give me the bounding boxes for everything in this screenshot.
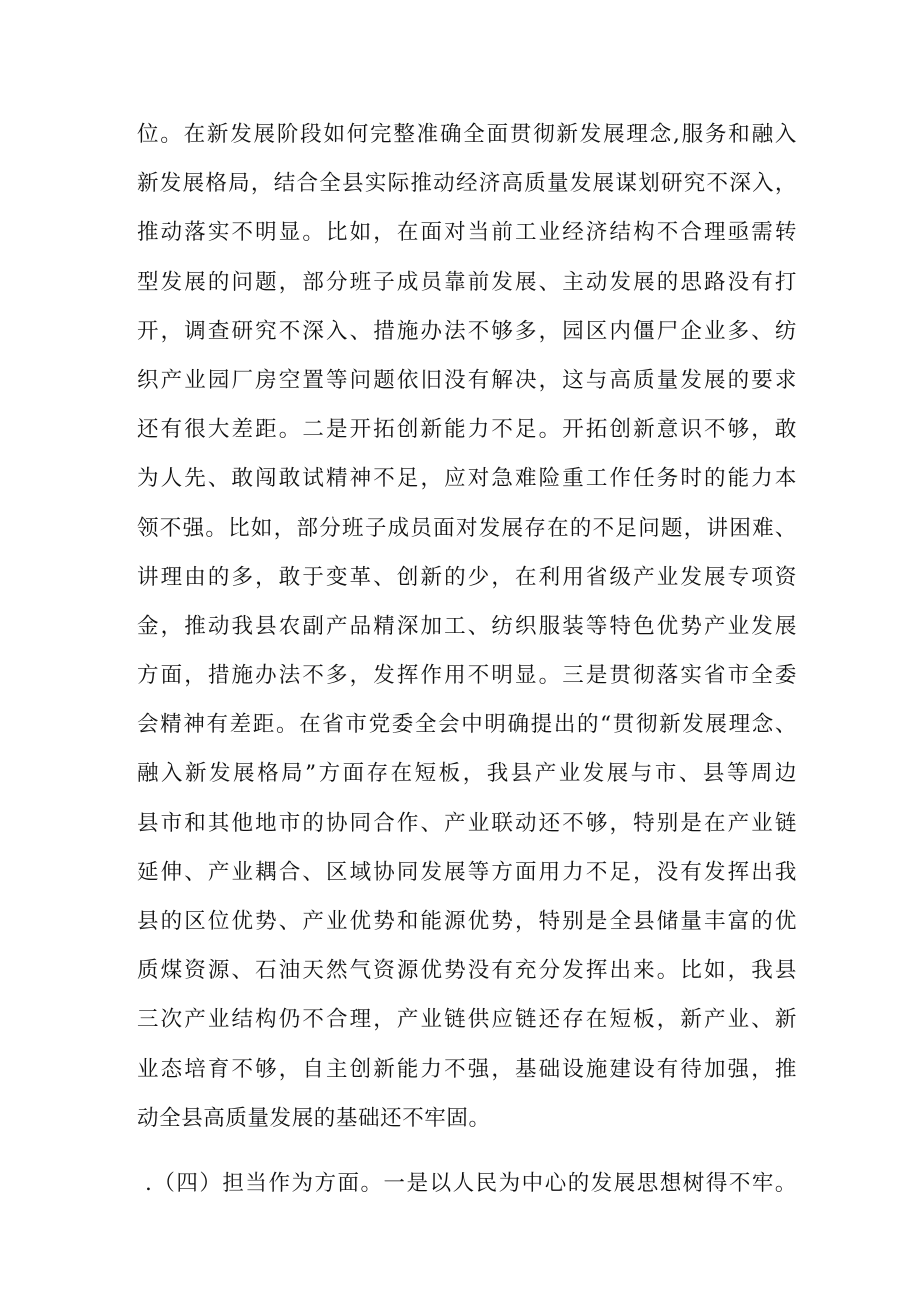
text-line: 位。在新发展阶段如何完整准确全面贯彻新发展理念,服务和融入 bbox=[137, 122, 797, 147]
text-line: 开，调查研究不深入、措施办法不够多，园区内僵尸企业多、纺 bbox=[137, 318, 797, 344]
text-line: 延伸、产业耦合、区域协同发展等方面用力不足，没有发挥出我 bbox=[137, 859, 797, 885]
paragraph-spacer bbox=[137, 1143, 797, 1159]
text-line: 动全县高质量发展的基础还不牢固。 bbox=[137, 1105, 491, 1131]
paragraph-2 bbox=[137, 1159, 797, 1208]
text-line: 融入新发展格局”方面存在短板，我县产业发展与市、县等周边 bbox=[137, 761, 797, 787]
text-line: 会精神有差距。在省市党委全会中明确提出的“贯彻新发展理念、 bbox=[137, 712, 797, 738]
text-line: 讲理由的多，敢于变革、创新的少，在利用省级产业发展专项资 bbox=[137, 564, 797, 590]
text-line: 业态培育不够，自主创新能力不强，基础设施建设有待加强，推 bbox=[137, 1056, 797, 1082]
text-line: 新发展格局，结合全县实际推动经济高质量发展谋划研究不深入， bbox=[137, 171, 797, 197]
text-line: 三次产业结构仍不合理，产业链供应链还存在短板，新产业、新 bbox=[137, 1007, 797, 1033]
text-line: 为人先、敢闯敢试精神不足，应对急难险重工作任务时的能力本 bbox=[137, 466, 797, 492]
text-line: 领不强。比如，部分班子成员面对发展存在的不足问题，讲困难、 bbox=[137, 515, 797, 541]
text-line: 县的区位优势、产业优势和能源优势，特别是全县储量丰富的优 bbox=[137, 909, 797, 934]
text-line: 质煤资源、石油天然气资源优势没有充分发挥出来。比如，我县 bbox=[137, 958, 797, 984]
text-line: 推动落实不明显。比如，在面对当前工业经济结构不合理亟需转 bbox=[137, 220, 797, 246]
text-line: 方面，措施办法不多，发挥作用不明显。三是贯彻落实省市全委 bbox=[137, 663, 797, 689]
document-body bbox=[137, 110, 797, 1208]
section-heading-line: .（四）担当作为方面。一是以人民为中心的发展思想树得不牢。 bbox=[145, 1170, 797, 1196]
text-line: 还有很大差距。二是开拓创新能力不足。开拓创新意识不够，敢 bbox=[137, 417, 797, 443]
text-line: 县市和其他地市的协同合作、产业联动还不够，特别是在产业链 bbox=[137, 810, 797, 836]
paragraph-1 bbox=[137, 110, 797, 1143]
text-line: 织产业园厂房空置等问题依旧没有解决，这与高质量发展的要求 bbox=[137, 367, 797, 393]
text-line: 金，推动我县农副产品精深加工、纺织服装等特色优势产业发展 bbox=[137, 613, 797, 639]
text-line: 型发展的问题，部分班子成员靠前发展、主动发展的思路没有打 bbox=[137, 269, 797, 295]
